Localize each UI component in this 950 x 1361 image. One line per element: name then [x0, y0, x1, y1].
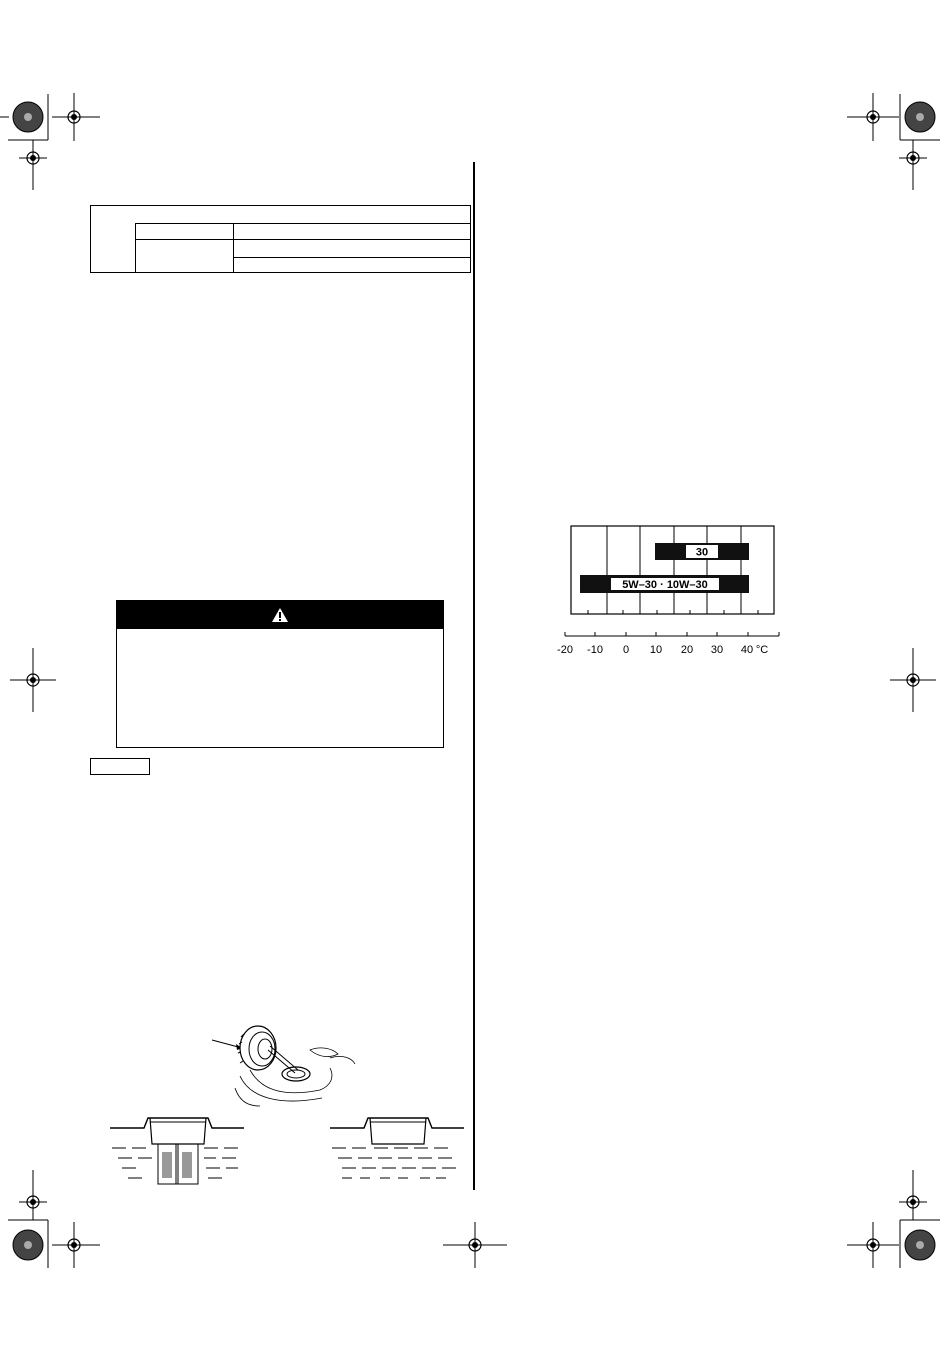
oil-viscosity-chart: [550, 520, 790, 660]
table-line: [233, 223, 234, 273]
warning-header: [117, 601, 443, 629]
notice-label: [90, 758, 150, 775]
table-line: [233, 257, 470, 258]
temp-tick-label: -20: [557, 644, 573, 656]
temp-tick-label: 40: [740, 644, 754, 656]
temp-tick-label: 20: [680, 644, 694, 656]
warning-triangle-icon: [271, 607, 289, 623]
chart-frame: [571, 526, 774, 614]
chart-gridlines: [607, 526, 741, 614]
table-line: [135, 239, 470, 240]
bar-multigrade-label: 5W–30 · 10W–30: [622, 579, 708, 591]
spec-table: [90, 205, 471, 273]
column-divider: [473, 162, 475, 1190]
dipstick-section-left: [108, 1112, 248, 1192]
temperature-axis-ticks: [565, 632, 779, 636]
table-line: [135, 223, 470, 224]
temp-unit-label: °C: [755, 644, 769, 656]
temp-tick-label: 30: [710, 644, 724, 656]
oil-filler-cap-illustration: [210, 1018, 360, 1108]
dipstick-section-right: [328, 1112, 468, 1192]
warning-box: [116, 600, 444, 748]
temp-tick-label: -10: [587, 644, 603, 656]
table-line: [135, 223, 136, 273]
bar-30-label: 30: [695, 546, 709, 559]
temp-tick-label: 10: [649, 644, 663, 656]
temp-tick-label: 0: [622, 644, 630, 656]
